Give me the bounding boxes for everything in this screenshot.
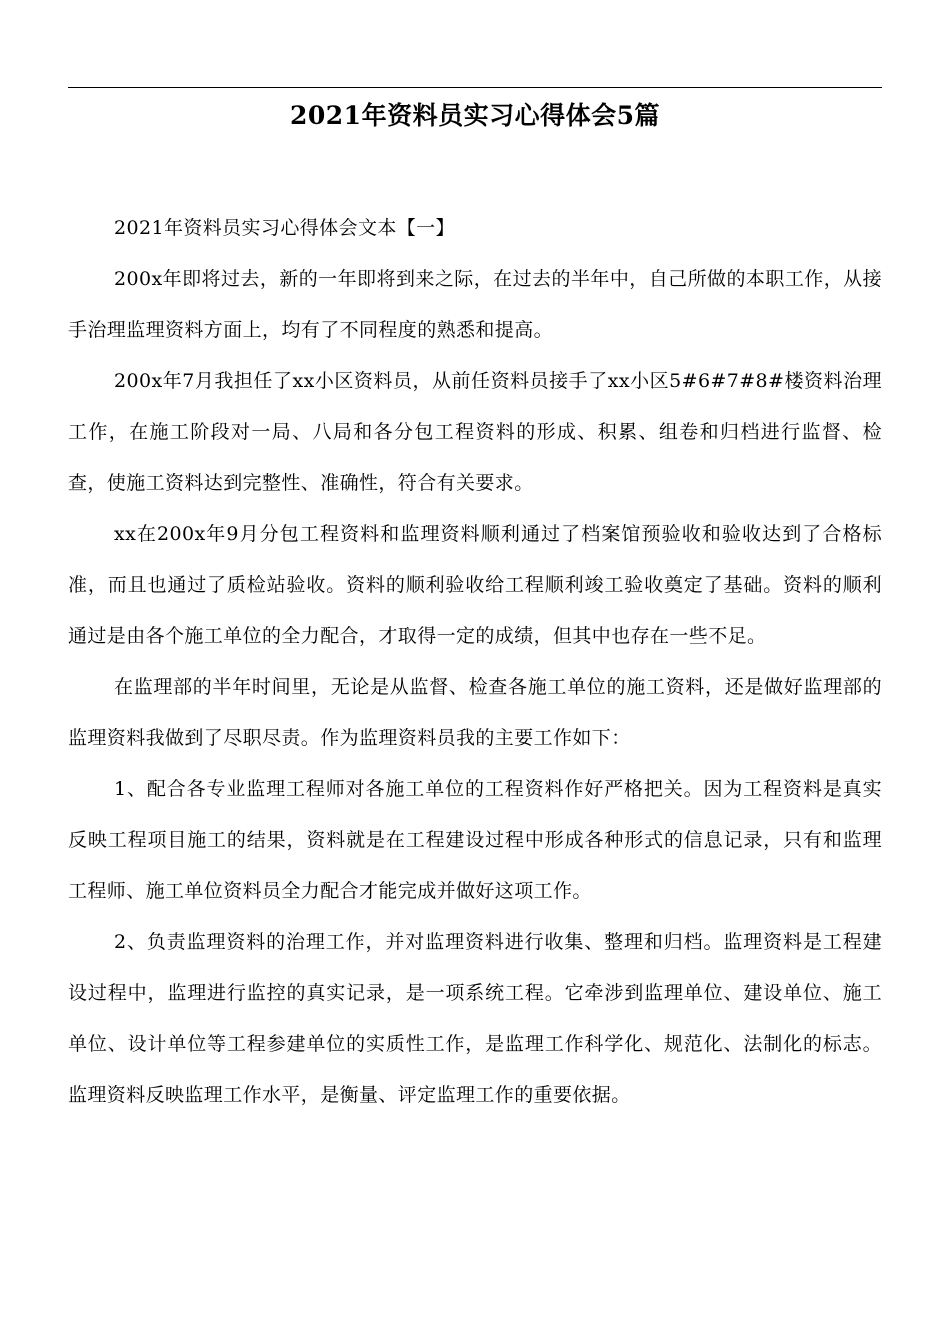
list-item-paragraph: 1、配合各专业监理工程师对各施工单位的工程资料作好严格把关。因为工程资料是真实反映工程项目施工的结果，资料就是在工程建设过程中形成各种形式的信息记录，只有和监理工程师、施工单位资料员全力配合才能完成并做好这项工作。 xyxy=(68,778,882,902)
document-body xyxy=(68,203,882,1121)
document-title: 2021年资料员实习心得体会5篇 xyxy=(290,101,660,130)
section-heading: 2021年资料员实习心得体会文本【一】 xyxy=(114,217,455,239)
list-item-paragraph: 2、负责监理资料的治理工作，并对监理资料进行收集、整理和归档。监理资料是工程建设过程中，监理进行监控的真实记录，是一项系统工程。它牵涉到监理单位、建设单位、施工单位、设计单位等工程参建单位的实质性工作，是监理工作科学化、规范化、法制化的标志。监理资料反映监理工作水平，是衡量、评定监理工作的重要依据。 xyxy=(68,931,882,1106)
paragraph: 200x年7月我担任了xx小区资料员，从前任资料员接手了xx小区5#6#7#8#楼资料治理工作，在施工阶段对一局、八局和各分包工程资料的形成、积累、组卷和归档进行监督、检查，使施工资料达到完整性、准确性，符合有关要求。 xyxy=(68,370,882,494)
paragraph: 200x年即将过去，新的一年即将到来之际，在过去的半年中，自己所做的本职工作，从接手治理监理资料方面上，均有了不同程度的熟悉和提高。 xyxy=(68,268,882,341)
paragraph: xx在200x年9月分包工程资料和监理资料顺利通过了档案馆预验收和验收达到了合格标准，而且也通过了质检站验收。资料的顺利验收给工程顺利竣工验收奠定了基础。资料的顺利通过是由各个施工单位的全力配合，才取得一定的成绩，但其中也存在一些不足。 xyxy=(68,523,882,647)
header-rule xyxy=(68,87,882,88)
paragraph: 在监理部的半年时间里，无论是从监督、检查各施工单位的施工资料，还是做好监理部的监理资料我做到了尽职尽责。作为监理资料员我的主要工作如下： xyxy=(68,676,882,749)
